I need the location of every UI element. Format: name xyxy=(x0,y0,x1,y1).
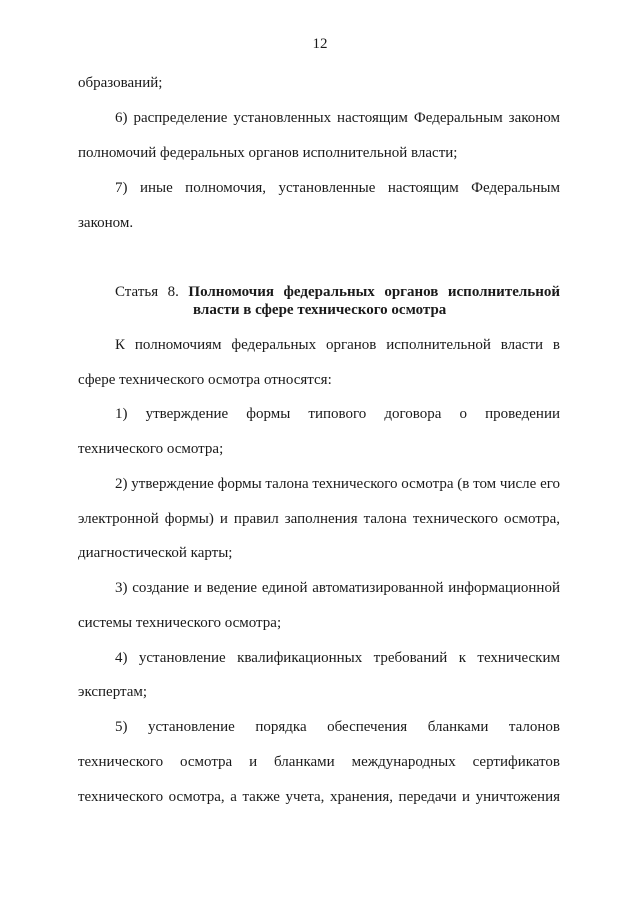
list-item-1: 1) утверждение формы типового договора о проведении xyxy=(115,406,560,422)
text-line: технического осмотра, а также учета, хранения, передачи и уничтожения xyxy=(78,789,560,805)
text-line: технического осмотра; xyxy=(78,441,224,457)
text-line: экспертам; xyxy=(78,684,148,700)
article-heading xyxy=(115,283,560,301)
list-item-6: 6) распределение установленных настоящим Федеральным законом xyxy=(115,110,560,126)
article-label: Статья 8. xyxy=(115,284,179,300)
article-title-continued: власти в сфере технического осмотра xyxy=(193,302,447,318)
text-line: системы технического осмотра; xyxy=(78,615,282,631)
article-title: Полномочия федеральных органов исполнительной xyxy=(188,284,560,300)
text-line: электронной формы) и правил заполнения талона технического осмотра, xyxy=(78,511,560,527)
text-line: технического осмотра и бланками международных сертификатов xyxy=(78,754,560,770)
text-line: законом. xyxy=(78,215,134,231)
list-item-5: 5) установление порядка обеспечения бланками талонов xyxy=(115,719,560,735)
list-item-7: 7) иные полномочия, установленные настоящим Федеральным xyxy=(115,180,560,196)
list-item-3: 3) создание и ведение единой автоматизированной информационной xyxy=(115,580,560,596)
list-item-2: 2) утверждение формы талона технического осмотра (в том числе его xyxy=(115,476,560,492)
text-line: образований; xyxy=(78,75,163,91)
text-line: диагностической карты; xyxy=(78,545,233,561)
list-item-4: 4) установление квалификационных требований к техническим xyxy=(115,650,560,666)
text-line: сфере технического осмотра относятся: xyxy=(78,372,332,388)
text-line: полномочий федеральных органов исполнительной власти; xyxy=(78,145,458,161)
page-number: 12 xyxy=(312,36,328,52)
paragraph-intro: К полномочиям федеральных органов исполнительной власти в xyxy=(115,337,560,353)
